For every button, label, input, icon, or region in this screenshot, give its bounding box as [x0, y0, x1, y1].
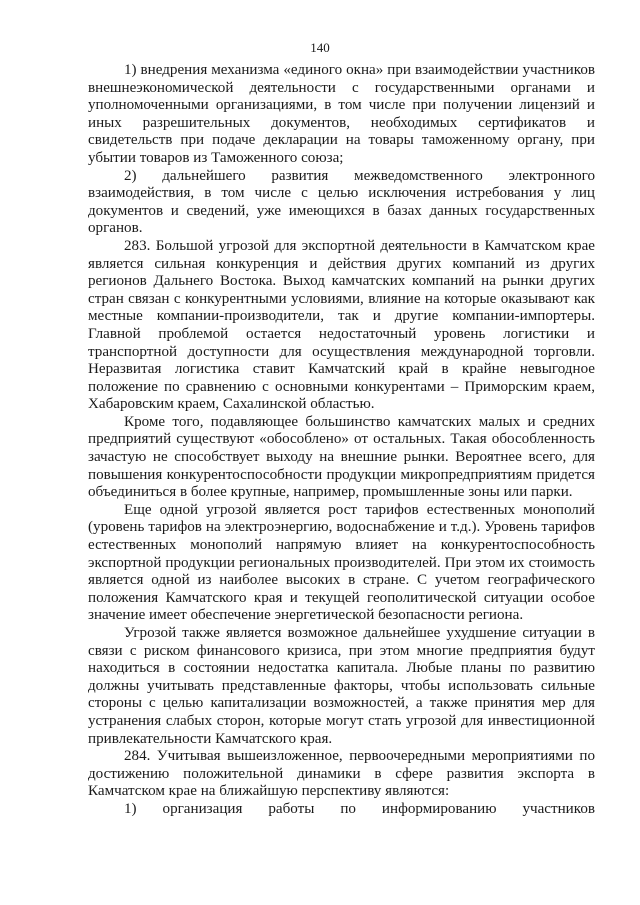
paragraph-isolation-of-enterprises: Кроме того, подавляющее большинство камчатских малых и средних предприятий существуют «обособлено» от остальных. Такая обособленность зачастую не способствует выходу на внешние рынки. Вероятнее всего, для повышения конкурентоспособности продукции микропредприятиям придется объединиться в более крупные, например, промышленные зоны или парки.	[88, 413, 595, 501]
paragraph-284-priority-measures: 284. Учитывая вышеизложенное, первоочередными мероприятиями по достижению положительной динамики в сфере развития экспорта в Камчатском крае на ближайшую перспективу являются:	[88, 748, 595, 800]
page-number: 140	[310, 40, 330, 55]
document-body	[88, 62, 595, 819]
paragraph-informing-participants: 1) организация работы по информированию участников	[124, 800, 595, 817]
paragraph-single-window: 1) внедрения механизма «единого окна» при взаимодействии участников внешнеэкономической деятельности с государственными органами и уполномоченными организациями, в том числе при получении лицензий и иных разрешительных документов, необходимых сертификатов и свидетельств при подаче декларации на товары таможенному органу, при убытии товаров из Таможенного союза;	[88, 62, 595, 166]
paragraph-financial-crisis-threat: Угрозой также является возможное дальнейшее ухудшение ситуации в связи с риском финансового кризиса, при этом многие предприятия будут находиться в состоянии недостатка капитала. Любые планы по развитию должны учитывать представленные факторы, чтобы использовать сильные стороны с целью капитализации возможностей, а также принятия мер для устранения слабых сторон, которые могут стать угрозой для инвестиционной привлекательности Камчатского края.	[88, 625, 595, 747]
paragraph-tariff-threat: Еще одной угрозой является рост тарифов естественных монополий (уровень тарифов на электроэнергию, водоснабжение и т.д.). Уровень тарифов естественных монополий напрямую влияет на конкурентоспособность экспортной продукции региональных производителей. При этом их стоимость является одной из наиболее высоких в стране. С учетом географического положения Камчатского края и текущей геополитической ситуации особое значение имеет обеспечение энергетической безопасности региона.	[88, 501, 595, 624]
paragraph-283-competition-threat: 283. Большой угрозой для экспортной деятельности в Камчатском крае является сильная конкуренция и действия других компаний из других регионов Дальнего Востока. Выход камчатских компаний на рынки других стран связан с конкурентными условиями, влияние на которые оказывают как местные компании-производители, так и другие компании-импортеры. Главной проблемой остается недостаточный уровень логистики и транспортной доступности для осуществления международной торговли. Неразвитая логистика ставит Камчатский край в крайне невыгодное положение по сравнению с основными конкурентами – Приморским краем, Хабаровским краем, Сахалинской областью.	[88, 237, 595, 413]
paragraph-interagency-interaction: 2) дальнейшего развития межведомственного электронного взаимодействия, в том числе с целью исключения истребования у лиц документов и сведений, уже имеющихся в базах данных государственных органов.	[88, 167, 595, 237]
